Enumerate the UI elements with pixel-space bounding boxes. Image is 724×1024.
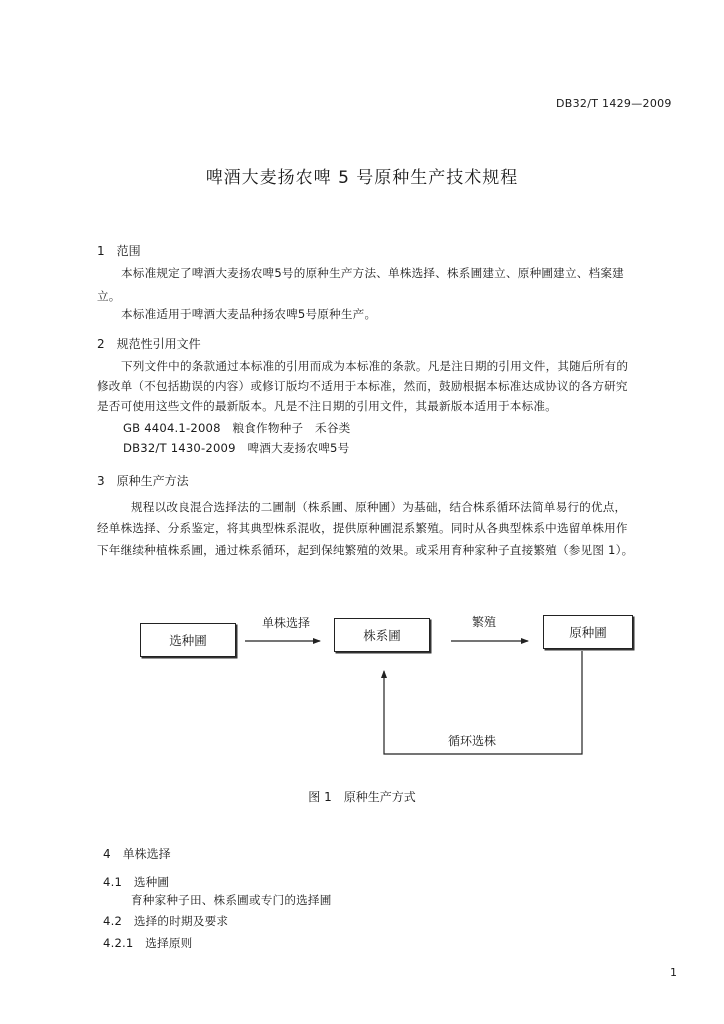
section-3-paragraph-line-2: 经单株选择、分系鉴定，将其典型株系混收，提供原种圃混系繁殖。同时从各典型株系中选留单株用作 xyxy=(97,521,628,535)
figure-1-caption: 图 1 原种生产方式 xyxy=(308,790,416,804)
label-cycle-selection: 循环选株 xyxy=(448,734,497,748)
box-selection-nursery: 选种圃 xyxy=(140,623,236,657)
subsection-4-2-heading: 4.2 选择的时期及要求 xyxy=(103,914,229,928)
section-2-paragraph-line-3: 是否可使用这些文件的最新版本。凡是不注日期的引用文件，其最新版本适用于本标准。 xyxy=(97,399,557,413)
subsection-4-1-text: 育种家种子田、株系圃或专门的选择圃 xyxy=(131,893,332,907)
page-number: 1 xyxy=(670,966,677,979)
reference-gb-4404: GB 4404.1-2008 粮食作物种子 禾谷类 xyxy=(123,421,351,435)
reference-db32-1430: DB32/T 1430-2009 啤酒大麦扬农啤5号 xyxy=(123,441,350,455)
subsection-4-1-heading: 4.1 选种圃 xyxy=(103,875,170,889)
section-4-heading: 4 单株选择 xyxy=(103,847,171,861)
section-1-paragraph-1-line-2: 立。 xyxy=(97,289,121,303)
label-single-plant-selection: 单株选择 xyxy=(262,616,311,630)
page-title: 啤酒大麦扬农啤 5 号原种生产技术规程 xyxy=(205,168,519,188)
section-1-paragraph-1-line-1: 本标准规定了啤酒大麦扬农啤5号的原种生产方法、单株选择、株系圃建立、原种圃建立、档案建 xyxy=(121,266,624,280)
box-line-nursery: 株系圃 xyxy=(334,618,430,652)
section-2-paragraph-line-2: 修改单（不包括勘误的内容）或修订版均不适用于本标准，然而，鼓励根据本标准达成协议的各方研究 xyxy=(97,379,628,393)
section-2-paragraph-line-1: 下列文件中的条款通过本标准的引用而成为本标准的条款。凡是注日期的引用文件，其随后所有的 xyxy=(121,359,629,373)
section-3-paragraph-line-3: 下年继续种植株系圃，通过株系循环，起到保纯繁殖的效果。或采用育种家种子直接繁殖（参见图 1）。 xyxy=(97,543,634,557)
label-propagation: 繁殖 xyxy=(472,615,497,629)
section-3-paragraph-line-1: 规程以改良混合选择法的二圃制（株系圃、原种圃）为基础，结合株系循环法简单易行的优点， xyxy=(131,500,627,514)
document-code: DB32/T 1429—2009 xyxy=(556,97,672,110)
box-original-seed-nursery: 原种圃 xyxy=(543,615,633,649)
section-1-paragraph-2: 本标准适用于啤酒大麦品种扬农啤5号原种生产。 xyxy=(121,307,377,321)
section-3-heading: 3 原种生产方法 xyxy=(97,474,189,488)
section-1-heading: 1 范围 xyxy=(97,244,141,258)
subsection-4-2-1-heading: 4.2.1 选择原则 xyxy=(103,936,193,950)
section-2-heading: 2 规范性引用文件 xyxy=(97,337,201,351)
